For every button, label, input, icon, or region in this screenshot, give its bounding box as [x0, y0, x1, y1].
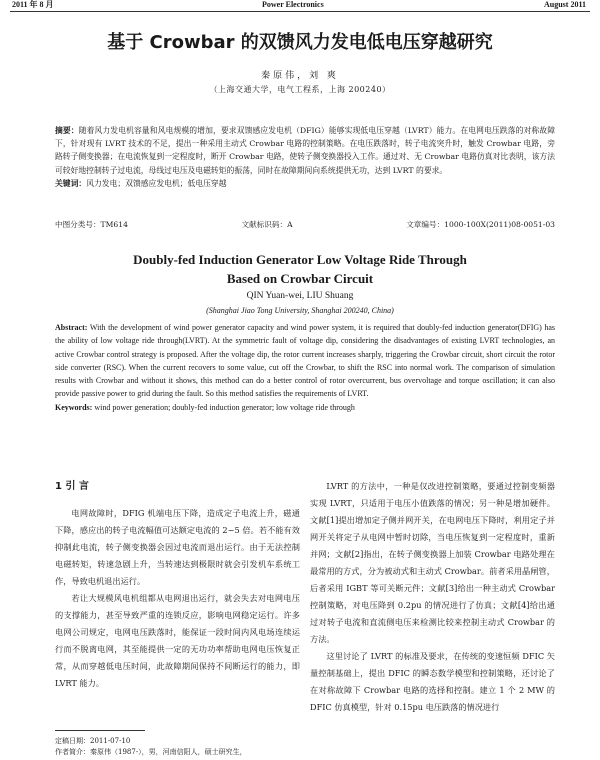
en-keywords-label: Keywords: — [55, 402, 93, 412]
body-paragraph: 这里讨论了 LVRT 的标准及要求，在传统的变速恒频 DFIC 矢量控制基础上，提出 DFIC 的瞬态数学模型和控制策略，还讨论了在对称故障下 Crowbar 电路的选择和控制。建立 1 个 2 MW 的 DFIC 仿真模型，针对 0.15pu 电压跌落的情况进行 — [310, 651, 555, 712]
header-rule — [10, 11, 590, 12]
cn-keywords-label: 关键词： — [55, 178, 87, 188]
body-right-column — [310, 478, 555, 716]
footnote-author: 作者简介：秦原伟（1987-），男，河南信阳人，硕士研究生， — [55, 748, 247, 756]
en-abstract-block — [55, 321, 555, 414]
article-id: 文章编号：1000-100X(2011)08-0051-03 — [406, 220, 555, 229]
doc-code: 文献标识码：A — [241, 220, 293, 229]
body-left-column — [55, 478, 300, 692]
cn-affiliation: （上海交通大学，电气工程系，上海 200240） — [209, 85, 391, 94]
cn-abstract-text: 随着风力发电机容量和风电规模的增加，要求双馈感应发电机（DFIG）能够实现低电压穿越（LVRT）能力。在电网电压跌落的对称故障下，针对现有 LVRT 技术的不足，提出一种采用主动式 Crowbar 电路的控制策略。在电压跌落时，转子电流突升时，触发 Crowbar 电路，旁路转子侧变换器；在电流恢复到一定程度时，断开 Crowbar 电路，使转子侧变换器投入工作。通过对、无 Crowbar 电路仿真对比表明，该方法可较好地控制转子过电流，母线过电压及电磁转矩的振荡，同时在故障期间向系统提供无功，达到 LVRT 的要求。 — [55, 126, 556, 175]
footnote-received: 定稿日期：2011-07-10 — [55, 737, 131, 745]
body-paragraph: 电网故障时，DFIG 机端电压下降，造成定子电流上升，磁通下降，感应出的转子电流幅值可达额定电流的 2~5 倍。若不能有效抑制此电流，转子侧变换器会因过电流而退出运行。由于无法控制电磁转矩，转速急剧上升，当转速达到极限时就会引发机车系统工作，导致电机退出运行。 — [55, 508, 300, 586]
cn-title: 基于 Crowbar 的双馈风力发电低电压穿越研究 — [107, 32, 493, 53]
en-authors: QIN Yuan-wei, LIU Shuang — [246, 291, 354, 301]
en-title — [0, 250, 600, 288]
en-abstract — [55, 321, 555, 401]
en-affiliation: (Shanghai Jiao Tong University, Shanghai 200240, China) — [206, 306, 394, 315]
cn-abstract-block — [55, 124, 555, 190]
cn-keywords — [55, 177, 555, 190]
body-paragraph: LVRT 的方法中，一种是仅改进控制策略，要通过控制变频器实现 LVRT，只适用于电压小值跌落的情况；另一种是增加硬件。文献[1]提出增加定子侧并网开关，在电网电压下降时，利用定子并网开关将定子从电网中暂时切除，当电压恢复到一定程度时，重新并网；文献[2]指出，在转子侧变换器上加装 Crowbar 电路处理在最常用的方式，分为被动式和主动式 Crowbar。前者采用晶闸管，后者采用 IGBT 等可关断元件；文献[3]给出一种主动式 Crowbar 控制策略，对电压降到 0.2pu 的情况进行了仿真；文献[4]给出通过对转子电流和直流侧电压来检测比较来控制主动式 Crowbar 的方法。 — [310, 481, 555, 644]
en-abstract-text: With the development of wind power generator capacity and wind power system, it is required that doubly-fed induction generator(DFIG) has the ability of low voltage ride through(LVRT). At the symmetric fault of voltage dip, considering the disadvantages of existing LVRT technologies, an active Crowbar control strategy is proposed. After the voltage dip, the rotor current increases sharply, triggering the Crowbar circuit, short circuit the rotor side converter (RSC). When the current recovers to some value, cut off the Crowbar, to shift the RSC into normal work. The comparison of simulation results with Crowbar and without it shows, this method can do a better control of rotor overcurrent, bus overvoltage and torque oscillation; it can also provide passive power to grid during the fault. So this method satisfies the requirements of LVRT. — [55, 323, 556, 399]
classification-line — [55, 219, 555, 230]
cn-authors: 秦原伟，刘 爽 — [261, 71, 339, 81]
clf-number: 中图分类号：TM614 — [55, 220, 128, 229]
header-date: 2011 年 8 月 — [12, 0, 54, 9]
footnote-rule — [55, 730, 145, 731]
en-title-line2: Based on Crowbar Circuit — [226, 271, 374, 286]
footnote — [55, 736, 300, 758]
en-keywords — [55, 401, 555, 414]
header-date-en: August 2011 — [543, 0, 586, 9]
running-header — [0, 0, 600, 12]
en-abstract-label: Abstract: — [55, 323, 88, 332]
section-heading: 1 引 言 — [55, 481, 89, 492]
cn-abstract — [55, 124, 555, 177]
en-keywords-text: wind power generation; doubly-fed induction generator; low voltage ride through — [94, 402, 355, 412]
header-journal: Power Electronics — [262, 0, 324, 9]
cn-keywords-text: 风力发电；双馈感应发电机；低电压穿越 — [86, 178, 227, 188]
cn-abstract-label: 摘要： — [55, 126, 79, 135]
body-paragraph: 若让大规模风电机组都从电网退出运行，就会失去对电网电压的支撑能力，甚至导致严重的连锁反应，影响电网稳定运行。许多电网公司规定，电网电压跌落时，能保证一段时间内风电场连续运行而不脱离电网，其至能提供一定的无功功率帮助电网电压恢复正常，从而穿越低电压时间，此故障期间保持不间断运行的能力，即 LVRT 能力。 — [55, 593, 300, 688]
en-title-line1: Doubly-fed Induction Generator Low Voltage Ride Through — [133, 252, 467, 267]
